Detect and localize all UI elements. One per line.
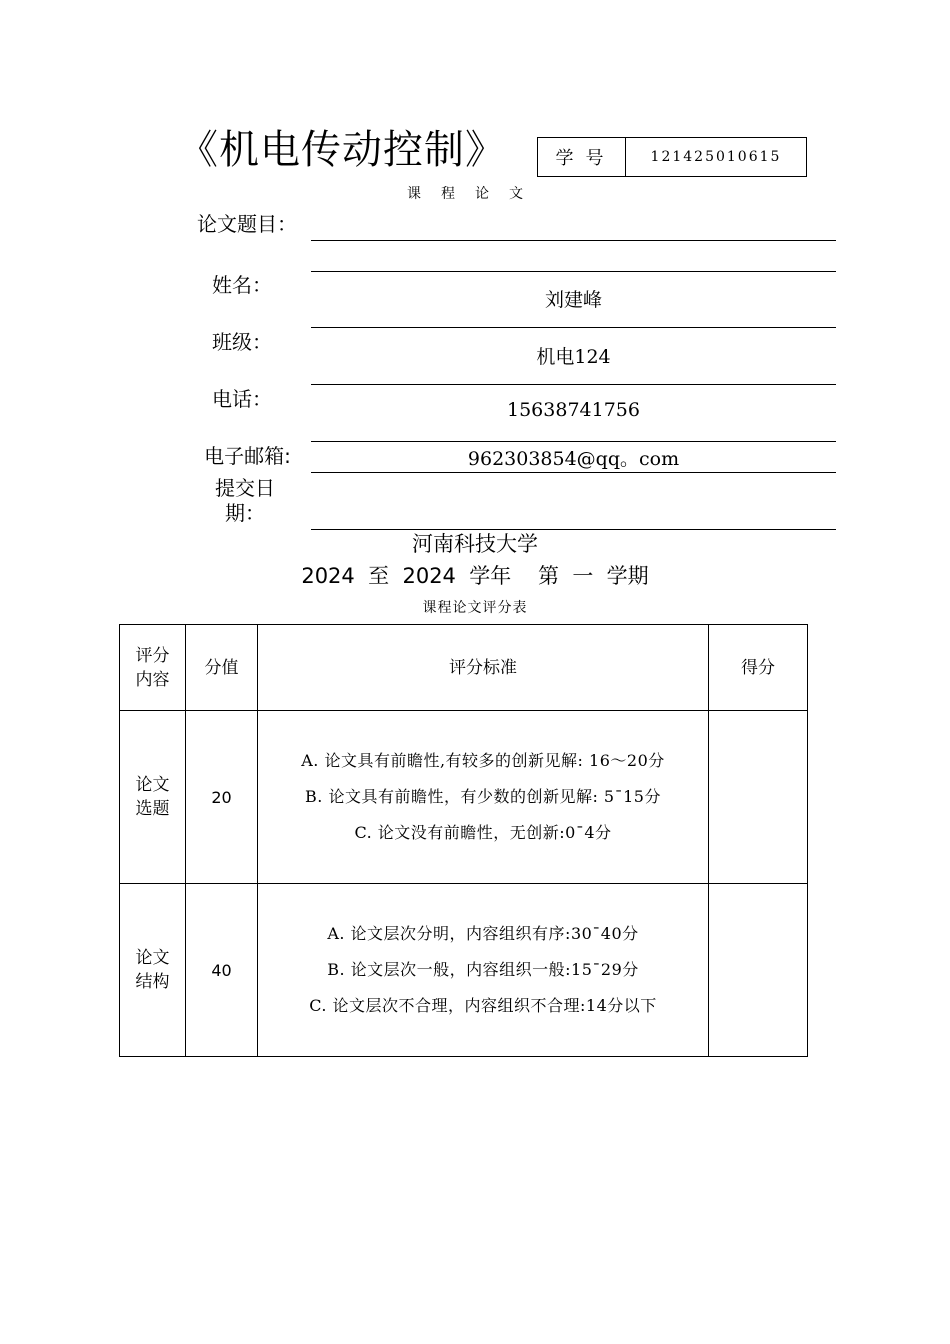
document-subtitle: 课程论文 [407,186,543,202]
header-score: 得分 [709,625,808,711]
phone-value: 15638741756 [507,399,640,421]
table-row [120,884,808,1057]
criterion-line: B. 论文层次一般，内容组织一般:15¯29分 [327,960,639,979]
thesis-title-line-2 [311,271,836,272]
criterion-line: A. 论文层次分明，内容组织有序:30¯40分 [327,924,639,943]
row-score [709,884,808,1057]
student-id-label: 学号 [538,138,626,176]
header-points: 分值 [186,625,258,711]
name-line [311,327,836,328]
criterion-line: C. 论文没有前瞻性，无创新:0¯4分 [354,823,612,842]
header-criteria: 评分标准 [258,625,709,711]
university-name: 河南科技大学 [412,532,538,556]
submit-date-label: 提交日期： [215,476,275,525]
table-header-row [120,625,808,711]
name-value: 刘建峰 [544,289,602,311]
email-label: 电子邮箱: [204,444,291,468]
criterion-line: C. 论文层次不合理，内容组织不合理:14分以下 [309,996,657,1015]
row-criteria [258,884,709,1057]
class-line [311,384,836,385]
row-category: 论文结构 [120,884,186,1057]
thesis-title-line-1 [311,240,836,241]
criterion-line: A. 论文具有前瞻性,有较多的创新见解: 16～20分 [301,751,665,770]
header-category: 评分内容 [120,625,186,711]
student-id-box [537,137,807,177]
email-value: 962303854@qq。com [467,448,680,470]
class-value: 机电124 [536,346,611,368]
row-points: 40 [186,884,258,1057]
student-id-value: 121425010615 [650,149,782,165]
academic-term: 2024 至 2024 学年 第 一 学期 [301,564,649,588]
row-points: 20 [186,711,258,884]
table-row [120,711,808,884]
score-table-caption: 课程论文评分表 [422,600,528,616]
phone-label: 电话： [212,387,272,411]
row-criteria [258,711,709,884]
phone-line [311,441,836,442]
name-label: 姓名： [212,273,272,297]
document-title: 《机电传动控制》 [178,127,506,173]
thesis-title-label: 论文题目： [197,212,297,236]
row-category: 论文选题 [120,711,186,884]
email-line [311,472,836,473]
criterion-line: B. 论文具有前瞻性，有少数的创新见解: 5¯15分 [305,787,661,806]
class-label: 班级： [212,330,272,354]
score-table [119,624,808,1057]
row-score [709,711,808,884]
